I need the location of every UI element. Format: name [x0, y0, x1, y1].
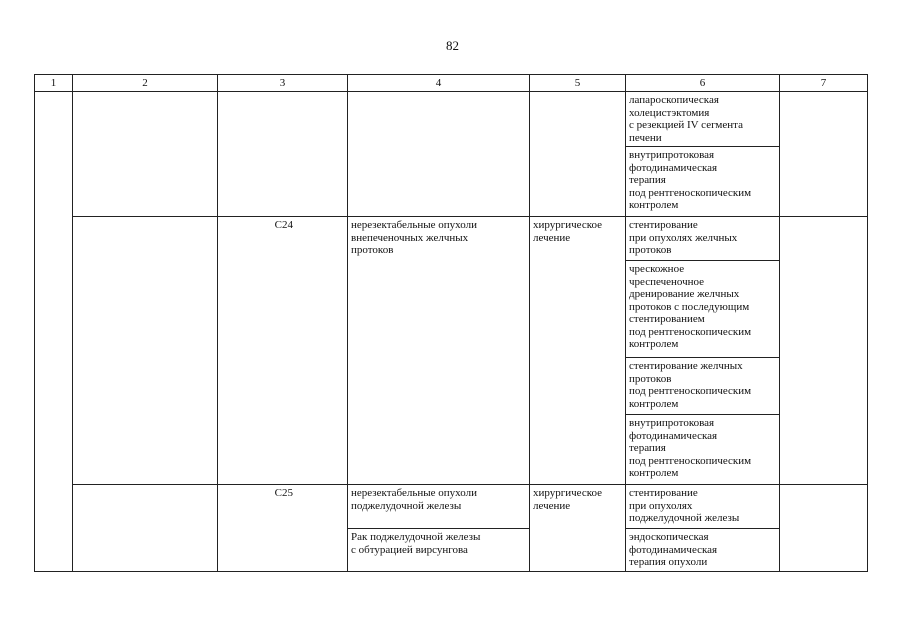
cell-col5-empty	[530, 92, 626, 217]
header-col-7: 7	[780, 75, 868, 92]
method-cell: чрескожное чреспеченочное дренирование желчных протоков с последующим стентированием под рентгеноскопическим контролем	[626, 261, 780, 358]
diagnosis-cell: нерезектабельные опухоли внепеченочных желчных протоков	[348, 217, 530, 485]
method-cell: лапароскопическая холецистэктомия с резекцией IV сегмента печени	[626, 92, 780, 147]
table-row	[35, 92, 868, 147]
header-col-1: 1	[35, 75, 73, 92]
method-cell: стентирование желчных протоков под рентгеноскопическим контролем	[626, 358, 780, 415]
diagnosis-cell: нерезектабельные опухоли поджелудочной железы	[348, 485, 530, 529]
method-cell: эндоскопическая фотодинамическая терапия опухоли	[626, 529, 780, 572]
method-cell: стентирование при опухолях желчных протоков	[626, 217, 780, 261]
header-col-3: 3	[218, 75, 348, 92]
cell-col3-empty	[218, 92, 348, 217]
icd-code-cell: C25	[218, 485, 348, 572]
header-col-6: 6	[626, 75, 780, 92]
medical-procedures-table	[34, 74, 868, 572]
table-row	[35, 217, 868, 261]
header-col-5: 5	[530, 75, 626, 92]
method-cell: внутрипротоковая фотодинамическая терапия под рентгеноскопическим контролем	[626, 147, 780, 217]
cell-col2-empty	[73, 92, 218, 217]
cell-col7-empty	[780, 485, 868, 572]
header-row	[35, 75, 868, 92]
cell-col1-empty	[35, 92, 73, 572]
cell-col7-empty	[780, 217, 868, 485]
header-col-2: 2	[73, 75, 218, 92]
treatment-cell: хирургическое лечение	[530, 217, 626, 485]
treatment-cell: хирургическое лечение	[530, 485, 626, 572]
method-cell: внутрипротоковая фотодинамическая терапия под рентгеноскопическим контролем	[626, 415, 780, 485]
icd-code-cell: C24	[218, 217, 348, 485]
cell-col4-empty	[348, 92, 530, 217]
cell-col2-empty	[73, 485, 218, 572]
header-col-4: 4	[348, 75, 530, 92]
method-cell: стентирование при опухолях поджелудочной железы	[626, 485, 780, 529]
page-number: 82	[446, 38, 459, 53]
cell-col7-empty	[780, 92, 868, 217]
cell-col2-empty	[73, 217, 218, 485]
table-row	[35, 485, 868, 529]
diagnosis-cell: Рак поджелудочной железы с обтурацией вирсунгова	[348, 529, 530, 572]
